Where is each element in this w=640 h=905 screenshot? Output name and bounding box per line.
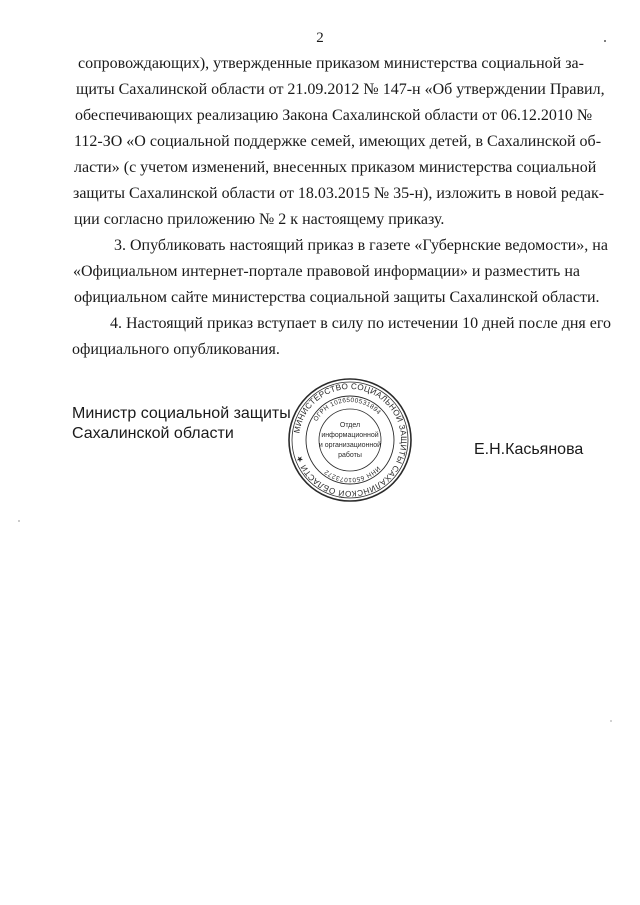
signatory-name: Е.Н.Касьянова — [474, 441, 584, 458]
seal-outer-text: МИНИСТЕРСТВО СОЦИАЛЬНОЙ ЗАЩИТЫ САХАЛИНСКОЙ ОБЛАСТИ ★ — [292, 381, 409, 499]
seal-center-line-2: информационной — [321, 432, 379, 439]
seal-ogrn: ОГРН 1026500531894 — [312, 396, 383, 423]
body-line-1: сопровождающих), утвержденные приказом министерства социальной за- — [78, 55, 584, 72]
official-seal — [287, 377, 413, 503]
seal-center-line-3: и организационной — [318, 442, 382, 449]
seal-inn: ИНН 6501073272 — [323, 464, 382, 484]
body-line-6: защиты Сахалинской области от 18.03.2015 № 35-н), изложить в новой редак- — [73, 185, 605, 202]
seal-center-line-4: работы — [338, 452, 362, 459]
signatory-position — [72, 404, 291, 444]
scan-speck — [610, 720, 612, 722]
body-line-9: «Официальном интернет-портале правовой информации» и разместить на — [73, 263, 580, 280]
body-line-12: официального опубликования. — [72, 341, 280, 358]
body-line-7: ции согласно приложению № 2 к настоящему приказу. — [74, 211, 445, 228]
page-number: 2 — [316, 30, 324, 46]
body-line-3: обеспечивающих реализацию Закона Сахалинской области от 06.12.2010 № — [75, 107, 593, 124]
scan-speck — [18, 520, 20, 522]
body-line-11: 4. Настоящий приказ вступает в силу по истечении 10 дней после дня его — [110, 315, 612, 332]
body-line-4: 112-ЗО «О социальной поддержке семей, имеющих детей, в Сахалинской об- — [74, 133, 602, 150]
scan-speck — [604, 40, 606, 42]
body-line-10: официальном сайте министерства социальной защиты Сахалинской области. — [74, 289, 600, 306]
signatory-position-line-2: Сахалинской области — [72, 425, 234, 442]
signatory-position-line-1: Министр социальной защиты — [72, 405, 291, 422]
body-line-2: щиты Сахалинской области от 21.09.2012 № 147-н «Об утверждении Правил, — [76, 81, 605, 98]
body-line-8: 3. Опубликовать настоящий приказ в газете «Губернские ведомости», на — [114, 237, 608, 254]
body-line-5: ласти» (с учетом изменений, внесенных приказом министерства социальной — [74, 159, 597, 176]
seal-center-line-1: Отдел — [339, 422, 361, 429]
